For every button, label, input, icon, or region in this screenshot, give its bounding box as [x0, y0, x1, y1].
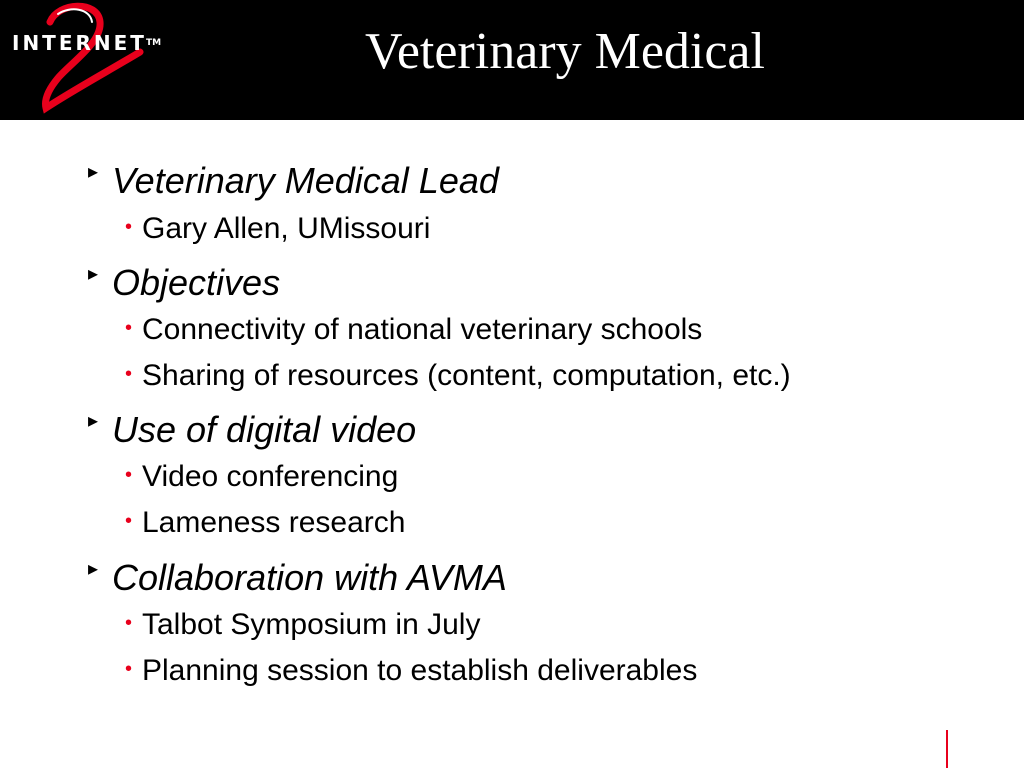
dot-icon: •: [125, 658, 133, 680]
dot-icon: •: [125, 510, 133, 532]
triangle-right-icon: ▸: [88, 261, 99, 285]
triangle-right-icon: ▸: [88, 408, 99, 432]
list-item: Gary Allen, UMissouri: [142, 212, 431, 245]
list-item: Connectivity of national veterinary schools: [142, 313, 703, 346]
triangle-right-icon: ▸: [88, 159, 99, 183]
dot-icon: •: [125, 317, 133, 339]
dot-icon: •: [125, 464, 133, 486]
list-item: Lameness research: [142, 506, 406, 539]
dot-icon: •: [125, 216, 133, 238]
list-item: Talbot Symposium in July: [142, 608, 481, 641]
accent-line: [946, 730, 948, 768]
section-heading: Use of digital video: [112, 409, 417, 450]
dot-icon: •: [125, 612, 133, 634]
slide-title: Veterinary Medical: [365, 23, 765, 80]
list-item: Sharing of resources (content, computation, etc.): [142, 359, 791, 392]
logo-trademark: TM: [146, 38, 162, 48]
triangle-right-icon: ▸: [88, 556, 99, 580]
section-heading: Objectives: [112, 262, 281, 303]
section-heading: Veterinary Medical Lead: [112, 160, 499, 201]
logo-text: INTERNET: [12, 31, 147, 55]
list-item: Video conferencing: [142, 460, 399, 493]
list-item: Planning session to establish deliverables: [142, 654, 698, 687]
section-heading: Collaboration with AVMA: [112, 557, 507, 598]
dot-icon: •: [125, 363, 133, 385]
